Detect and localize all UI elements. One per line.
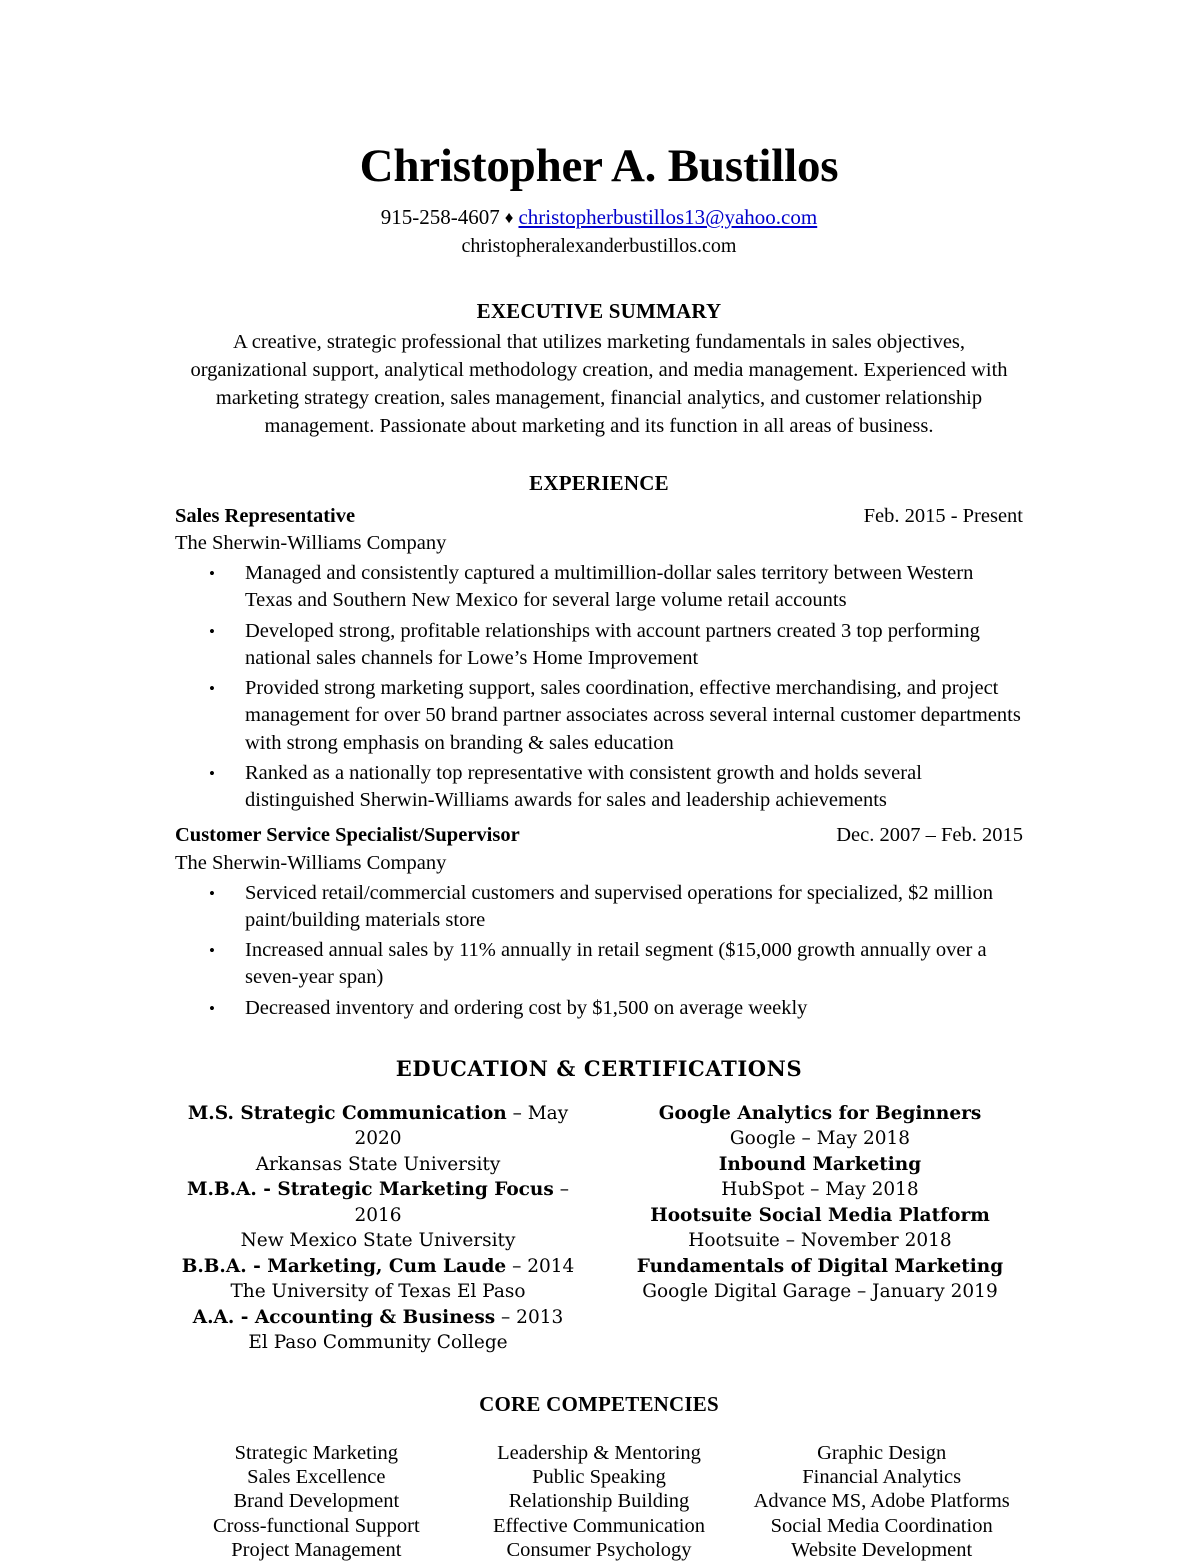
education-year: – 2013 xyxy=(495,1306,564,1328)
job-bullet xyxy=(175,937,1023,992)
education-school: Arkansas State University xyxy=(255,1153,501,1175)
education-year: – 2016 xyxy=(354,1179,569,1226)
experience-entry xyxy=(175,823,1023,1022)
job-bullet-list xyxy=(175,880,1023,1022)
competency-item: Graphic Design xyxy=(817,1441,947,1464)
certification-entry xyxy=(617,1101,1023,1152)
job-bullet xyxy=(175,995,1023,1022)
competency-column xyxy=(740,1441,1023,1562)
competencies-columns xyxy=(175,1441,1023,1562)
job-bullet-list xyxy=(175,560,1023,814)
competency-column xyxy=(175,1441,458,1562)
contact-line xyxy=(175,204,1023,230)
education-year: – May 2020 xyxy=(354,1102,569,1150)
phone-number: 915-258-4607 xyxy=(380,205,500,229)
competency-item: Brand Development xyxy=(233,1490,400,1513)
certification-issuer-date: Google Digital Garage – January 2019 xyxy=(642,1281,998,1303)
certification-entry xyxy=(617,1152,1023,1203)
bullet-point-icon: • xyxy=(209,883,215,903)
job-bullet-text: Managed and consistently captured a multimillion-dollar sales territory between Western Texas and Southern New Mexico for several large volume retail accounts xyxy=(245,562,974,612)
certification-issuer-date: HubSpot – May 2018 xyxy=(721,1179,919,1201)
education-entry xyxy=(175,1254,581,1305)
education-degree: M.B.A. - Strategic Marketing Focus xyxy=(187,1179,554,1201)
job-header-row xyxy=(175,823,1023,849)
diamond-separator-icon: ♦ xyxy=(504,208,514,227)
competency-item: Consumer Psychology xyxy=(506,1538,692,1561)
competency-item: Strategic Marketing xyxy=(234,1441,399,1464)
education-columns xyxy=(175,1101,1023,1356)
certification-name: Google Analytics for Beginners xyxy=(658,1102,982,1124)
job-bullet-text: Developed strong, profitable relationships with account partners created 3 top performing national sales channels for Lowe’s Home Improvement xyxy=(245,619,980,669)
education-entry xyxy=(175,1305,581,1356)
job-bullet-text: Serviced retail/commercial customers and supervised operations for specialized, $2 million paint/building materials store xyxy=(245,881,994,931)
job-bullet-text: Increased annual sales by 11% annually in retail segment ($15,000 growth annually over a seven-year span) xyxy=(245,939,987,989)
certification-name: Inbound Marketing xyxy=(718,1153,922,1175)
education-degree-line xyxy=(175,1101,581,1152)
education-degree-line xyxy=(175,1305,581,1331)
education-entry xyxy=(175,1177,581,1254)
education-degree-line xyxy=(175,1177,581,1228)
job-bullet xyxy=(175,675,1023,757)
competency-item: Financial Analytics xyxy=(802,1466,962,1489)
job-date-range: Dec. 2007 – Feb. 2015 xyxy=(836,824,1023,847)
job-bullet-text: Ranked as a nationally top representative with consistent growth and holds several distinguished Sherwin-Williams awards for sales and leadership achievements xyxy=(245,761,922,812)
competency-item: Leadership & Mentoring xyxy=(497,1441,701,1464)
certification-issuer-date: Google – May 2018 xyxy=(729,1128,911,1150)
education-school: The University of Texas El Paso xyxy=(230,1281,526,1303)
executive-summary-text: A creative, strategic professional that utilizes marketing fundamentals in sales objectives, organizational support, analytical methodology creation, and media management. Experienced with marketing strategy creation, sales management, financial analytics, and customer relationship management. Passionate about marketing and its function in all areas of business. xyxy=(190,331,1008,437)
certification-name: Hootsuite Social Media Platform xyxy=(650,1204,990,1226)
job-header-row xyxy=(175,504,1023,530)
competency-item: Website Development xyxy=(791,1538,973,1561)
job-title: Customer Service Specialist/Supervisor xyxy=(175,824,520,847)
bullet-point-icon: • xyxy=(209,941,215,961)
section-heading-executive-summary: EXECUTIVE SUMMARY xyxy=(476,299,722,324)
certification-issuer-date: Hootsuite – November 2018 xyxy=(688,1230,952,1252)
job-bullet-text: Decreased inventory and ordering cost by $1,500 on average weekly xyxy=(245,996,808,1019)
bullet-point-icon: • xyxy=(209,998,215,1018)
competency-item: Cross-functional Support xyxy=(212,1514,420,1537)
certification-name: Fundamentals of Digital Marketing xyxy=(636,1255,1004,1277)
certification-entry xyxy=(617,1254,1023,1305)
education-degree: M.S. Strategic Communication xyxy=(187,1102,507,1124)
certification-entry xyxy=(617,1203,1023,1254)
job-date-range: Feb. 2015 - Present xyxy=(863,504,1023,527)
bullet-point-icon: • xyxy=(209,564,215,584)
section-heading-education-certifications: EDUCATION & CERTIFICATIONS xyxy=(395,1055,803,1081)
resume-content xyxy=(175,0,1023,1562)
education-year: – 2014 xyxy=(506,1255,575,1277)
job-bullet xyxy=(175,618,1023,673)
job-company: The Sherwin-Williams Company xyxy=(175,851,447,874)
bullet-point-icon: • xyxy=(209,763,215,783)
education-school: El Paso Community College xyxy=(248,1332,508,1354)
certifications-column xyxy=(599,1101,1023,1356)
competency-item: Effective Communication xyxy=(493,1514,705,1537)
candidate-name: Christopher A. Bustillos xyxy=(359,140,839,192)
education-degree: B.B.A. - Marketing, Cum Laude xyxy=(181,1255,507,1277)
education-degree: A.A. - Accounting & Business xyxy=(192,1306,496,1328)
bullet-point-icon: • xyxy=(209,679,215,699)
bullet-point-icon: • xyxy=(209,621,215,641)
competency-item: Project Management xyxy=(231,1538,402,1561)
competency-item: Advance MS, Adobe Platforms xyxy=(753,1490,1010,1513)
job-bullet xyxy=(175,760,1023,815)
education-column xyxy=(175,1101,599,1356)
competency-item: Sales Excellence xyxy=(247,1466,386,1489)
education-school: New Mexico State University xyxy=(240,1230,516,1252)
competency-item: Relationship Building xyxy=(508,1490,690,1513)
competency-item: Public Speaking xyxy=(532,1466,666,1489)
competency-item: Social Media Coordination xyxy=(770,1514,993,1537)
job-bullet xyxy=(175,560,1023,615)
job-title: Sales Representative xyxy=(175,504,356,527)
experience-entry xyxy=(175,504,1023,815)
education-entry xyxy=(175,1101,581,1178)
competency-column xyxy=(458,1441,741,1562)
job-company: The Sherwin-Williams Company xyxy=(175,532,447,555)
education-degree-line xyxy=(175,1254,581,1280)
job-bullet-text: Provided strong marketing support, sales coordination, effective merchandising, and project management for over 50 brand partner associates across several internal customer departments with strong emphasis on branding & sales education xyxy=(245,677,1021,754)
job-bullet xyxy=(175,880,1023,935)
website-text: christopheralexanderbustillos.com xyxy=(461,235,737,258)
section-heading-experience: EXPERIENCE xyxy=(529,470,669,495)
section-heading-core-competencies: CORE COMPETENCIES xyxy=(479,1391,719,1416)
email-link[interactable]: christopherbustillos13@yahoo.com xyxy=(518,205,818,229)
